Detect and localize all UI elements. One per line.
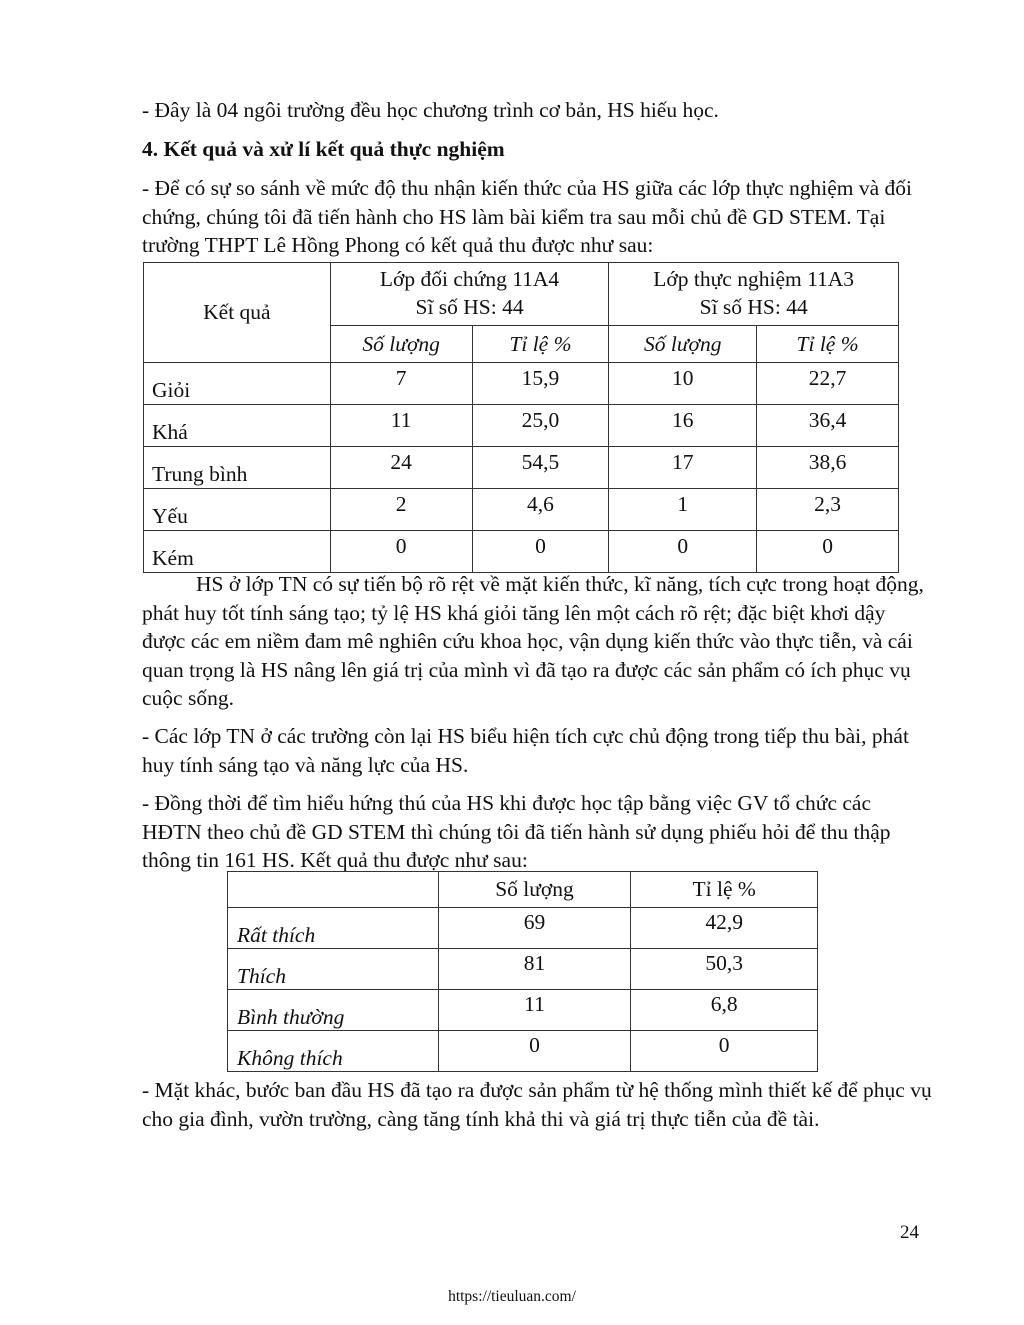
cell-value: 2,3 — [757, 489, 899, 531]
table-corner-label: Kết quả — [144, 263, 331, 363]
row-label: Kém — [144, 531, 331, 573]
cell-value: 17 — [609, 447, 757, 489]
table-row — [144, 489, 899, 531]
row-label: Giỏi — [144, 363, 331, 405]
table-row — [144, 531, 899, 573]
table-row — [228, 990, 818, 1031]
row-label: Khá — [144, 405, 331, 447]
experiment-class-size: Sĩ số HS: 44 — [699, 295, 808, 319]
cell-value: 11 — [438, 990, 631, 1031]
table-row — [144, 447, 899, 489]
cell-value: 50,3 — [631, 949, 818, 990]
cell-value: 0 — [330, 531, 472, 573]
other-schools-paragraph: - Các lớp TN ở các trường còn lại HS biểu hiện tích cực chủ động trong tiếp thu bài, phát huy tính sáng tạo và năng lực của HS. — [142, 724, 909, 777]
cell-value: 0 — [438, 1031, 631, 1072]
cell-value: 11 — [330, 405, 472, 447]
cell-value: 0 — [609, 531, 757, 573]
sub-header: Tỉ lệ % — [472, 326, 609, 363]
cell-value: 7 — [330, 363, 472, 405]
control-class-name: Lớp đối chứng 11A4 — [379, 267, 560, 291]
footer-url[interactable]: https://tieuluan.com/ — [448, 1288, 576, 1305]
cell-value: 10 — [609, 363, 757, 405]
cell-value: 69 — [438, 908, 631, 949]
analysis-paragraph: HS ở lớp TN có sự tiến bộ rõ rệt về mặt kiến thức, kĩ năng, tích cực trong hoạt động, phát huy tốt tính sáng tạo; tỷ lệ HS khá giỏi tăng lên một cách rõ rệt; đặc biệt khơi dậy được các em niềm đam mê nghiên cứu khoa học, vận dụng kiến thức vào thực tiễn, và cái quan trọng là HS nâng lên giá trị của mình vì đã tạo ra được các sản phẩm có ích phục vụ cuộc sống. — [142, 572, 924, 710]
cell-value: 2 — [330, 489, 472, 531]
row-label: Thích — [228, 949, 439, 990]
section-heading: 4. Kết quả và xử lí kết quả thực nghiệm — [142, 137, 505, 161]
table-row — [144, 363, 899, 405]
survey-header-count: Số lượng — [438, 872, 631, 908]
survey-header-ratio: Tỉ lệ % — [631, 872, 818, 908]
cell-value: 22,7 — [757, 363, 899, 405]
table-row — [228, 1031, 818, 1072]
row-label: Yếu — [144, 489, 331, 531]
cell-value: 16 — [609, 405, 757, 447]
table-row — [228, 949, 818, 990]
row-label: Trung bình — [144, 447, 331, 489]
control-class-size: Sĩ số HS: 44 — [415, 295, 524, 319]
cell-value: 38,6 — [757, 447, 899, 489]
sub-header: Tỉ lệ % — [757, 326, 899, 363]
cell-value: 0 — [631, 1031, 818, 1072]
cell-value: 4,6 — [472, 489, 609, 531]
cell-value: 6,8 — [631, 990, 818, 1031]
sub-header: Số lượng — [330, 326, 472, 363]
cell-value: 15,9 — [472, 363, 609, 405]
cell-value: 36,4 — [757, 405, 899, 447]
cell-value: 1 — [609, 489, 757, 531]
row-label: Rất thích — [228, 908, 439, 949]
table-row — [228, 908, 818, 949]
sub-header: Số lượng — [609, 326, 757, 363]
cell-value: 42,9 — [631, 908, 818, 949]
cell-value: 24 — [330, 447, 472, 489]
experiment-class-name: Lớp thực nghiệm 11A3 — [653, 267, 855, 291]
page-number: 24 — [900, 1222, 919, 1243]
control-class-header — [330, 263, 609, 326]
row-label: Bình thường — [228, 990, 439, 1031]
intro-paragraph: - Đây là 04 ngôi trường đều học chương trình cơ bản, HS hiếu học. — [142, 98, 719, 122]
row-label: Không thích — [228, 1031, 439, 1072]
cell-value: 54,5 — [472, 447, 609, 489]
cell-value: 81 — [438, 949, 631, 990]
experiment-class-header — [609, 263, 899, 326]
method-paragraph: - Để có sự so sánh về mức độ thu nhận kiến thức của HS giữa các lớp thực nghiệm và đối chứng, chúng tôi đã tiến hành cho HS làm bài kiểm tra sau mỗi chủ đề GD STEM. Tại trường THPT Lê Hồng Phong có kết quả thu được như sau: — [142, 176, 912, 257]
results-table — [143, 262, 899, 573]
cell-value: 0 — [757, 531, 899, 573]
survey-header-blank — [228, 872, 439, 908]
conclusion-paragraph: - Mặt khác, bước ban đầu HS đã tạo ra được sản phẩm từ hệ thống mình thiết kế để phục vụ cho gia đình, vườn trường, càng tăng tính khả thi và giá trị thực tiễn của đề tài. — [142, 1078, 932, 1131]
table-row — [144, 405, 899, 447]
survey-paragraph: - Đồng thời để tìm hiểu hứng thú của HS khi được học tập bằng việc GV tổ chức các HĐTN theo chủ đề GD STEM thì chúng tôi đã tiến hành sử dụng phiếu hỏi để thu thập thông tin 161 HS. Kết quả thu được như sau: — [142, 791, 891, 872]
cell-value: 25,0 — [472, 405, 609, 447]
survey-table — [227, 871, 818, 1072]
cell-value: 0 — [472, 531, 609, 573]
